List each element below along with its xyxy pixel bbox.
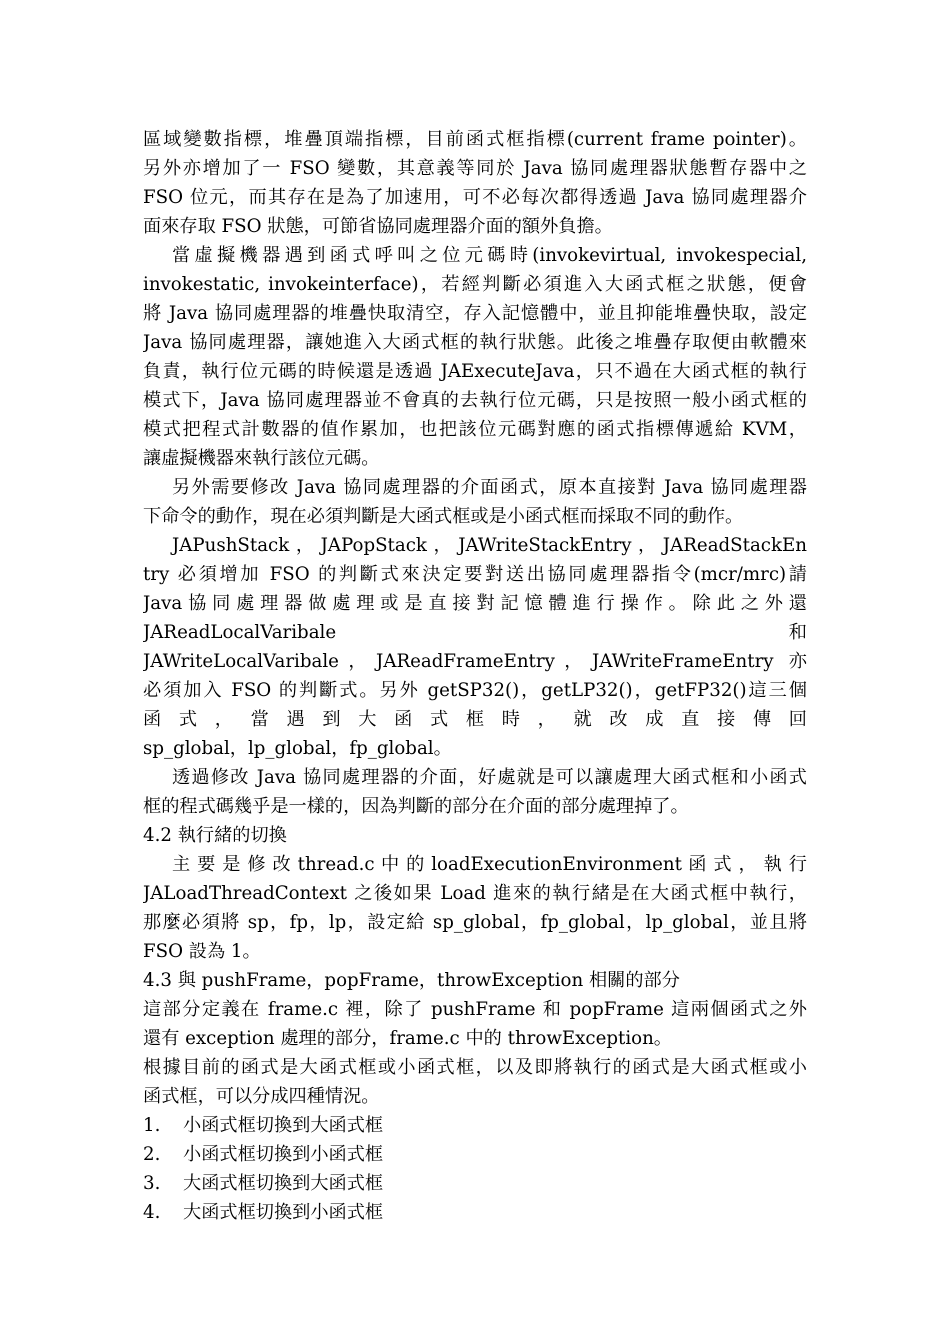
- text-line: 還有 exception 處理的部分，frame.c 中的 throwException。: [143, 1028, 672, 1049]
- list-item-text: 小函式框切換到大函式框: [183, 1115, 384, 1136]
- paragraph: [143, 821, 807, 850]
- list-item-text: 大函式框切換到大函式框: [183, 1173, 384, 1194]
- paragraph: [143, 966, 807, 995]
- text-line: 函 式 ， 當 遇 到 大 函 式 框 時 ， 就 改 成 直 接 傳 回: [143, 709, 807, 730]
- text-line: 那麼必須將 sp，fp，lp，設定給 sp_global，fp_global，lp_global，並且將: [143, 912, 807, 933]
- text-line: 另外需要修改 Java 協同處理器的介面函式，原本直接對 Java 協同處理器: [172, 477, 807, 498]
- text-line: 模式把程式計數器的值作累加，也把該位元碼對應的函式指標傳遞給 KVM，: [143, 419, 807, 440]
- text-line: JAWriteLocalVaribale，JAReadFrameEntry，JAWriteFrameEntry 亦: [143, 651, 807, 672]
- paragraph: [143, 473, 807, 531]
- case-list: [143, 1111, 807, 1227]
- list-item-number: 4.: [143, 1202, 161, 1223]
- list-item: [143, 1111, 807, 1140]
- text-line: Java 協同處理器，讓她進入大函式框的執行狀態。此後之堆疊存取便由軟體來: [143, 332, 807, 353]
- document-page: [143, 125, 807, 1227]
- text-line: 4.3 與 pushFrame，popFrame，throwException 相關的部分: [143, 970, 680, 991]
- text-line: 這部分定義在 frame.c 裡，除了 pushFrame 和 popFrame 這兩個函式之外: [143, 999, 807, 1020]
- text-line: FSO 設為 1。: [143, 941, 261, 962]
- paragraph: [143, 531, 807, 763]
- text-line: 面來存取 FSO 狀態，可節省協同處理器介面的額外負擔。: [143, 216, 613, 237]
- list-item-number: 1.: [143, 1115, 161, 1136]
- text-line: 模式下，Java 協同處理器並不會真的去執行位元碼，只是按照一般小函式框的: [143, 390, 807, 411]
- list-item-number: 3.: [143, 1173, 161, 1194]
- paragraph: [143, 125, 807, 241]
- list-item: [143, 1169, 807, 1198]
- list-item-text: 大函式框切換到小函式框: [183, 1202, 384, 1223]
- paragraph: [143, 850, 807, 966]
- text-line: 透過修改 Java 協同處理器的介面，好處就是可以讓處理大函式框和小函式: [172, 767, 807, 788]
- text-line: 根據目前的函式是大函式框或小函式框，以及即將執行的函式是大函式框或小: [143, 1057, 807, 1078]
- list-item: [143, 1140, 807, 1169]
- text-line: 另外亦增加了一 FSO 變數，其意義等同於 Java 協同處理器狀態暫存器中之: [143, 158, 807, 179]
- document-body: [143, 125, 807, 1111]
- text-line: 當虛擬機器遇到函式呼叫之位元碼時(invokevirtual, invokespecial,: [172, 245, 807, 266]
- paragraph: [143, 763, 807, 821]
- text-line: 區域變數指標，堆疊頂端指標，目前函式框指標(current frame pointer)。: [143, 129, 807, 150]
- text-line: 將 Java 協同處理器的堆疊快取清空，存入記憶體中，並且抑能堆疊快取，設定: [143, 303, 807, 324]
- text-line: JAReadLocalVaribale 和: [143, 622, 807, 643]
- text-line: 讓虛擬機器來執行該位元碼。: [143, 448, 380, 469]
- text-line: FSO 位元，而其存在是為了加速用，可不必每次都得透過 Java 協同處理器介: [143, 187, 807, 208]
- text-line: JALoadThreadContext 之後如果 Load 進來的執行緒是在大函式框中執行，: [143, 883, 807, 904]
- text-line: 下命令的動作，現在必須判斷是大函式框或是小函式框而採取不同的動作。: [143, 506, 744, 527]
- list-item: [143, 1198, 807, 1227]
- list-item-number: 2.: [143, 1144, 161, 1165]
- text-line: 負責，執行位元碼的時候還是透過 JAExecuteJava，只不過在大函式框的執行: [143, 361, 807, 382]
- text-line: Java 協 同 處 理 器 做 處 理 或 是 直 接 對 記 憶 體 進 行 操 作 。 除 此 之 外 還: [143, 593, 807, 614]
- text-line: 必須加入 FSO 的判斷式。另外 getSP32()，getLP32()，getFP32()這三個: [143, 680, 807, 701]
- text-line: try 必須增加 FSO 的判斷式來決定要對送出協同處理器指令(mcr/mrc)請: [143, 564, 807, 585]
- paragraph: [143, 1053, 807, 1111]
- text-line: 框的程式碼幾乎是一樣的，因為判斷的部分在介面的部分處理掉了。: [143, 796, 689, 817]
- paragraph: [143, 995, 807, 1053]
- text-line: 4.2 執行緒的切換: [143, 825, 287, 846]
- text-line: invokestatic, invokeinterface)，若經判斷必須進入大函式框之狀態，便會: [143, 274, 807, 295]
- list-item-text: 小函式框切換到小函式框: [183, 1144, 384, 1165]
- paragraph: [143, 241, 807, 473]
- text-line: sp_global，lp_global，fp_global。: [143, 738, 452, 759]
- text-line: 主 要 是 修 改 thread.c 中 的 loadExecutionEnvironment 函 式 ， 執 行: [172, 854, 807, 875]
- text-line: JAPushStack，JAPopStack，JAWriteStackEntry，JAReadStackEn: [172, 535, 807, 556]
- text-line: 函式框，可以分成四種情況。: [143, 1086, 380, 1107]
